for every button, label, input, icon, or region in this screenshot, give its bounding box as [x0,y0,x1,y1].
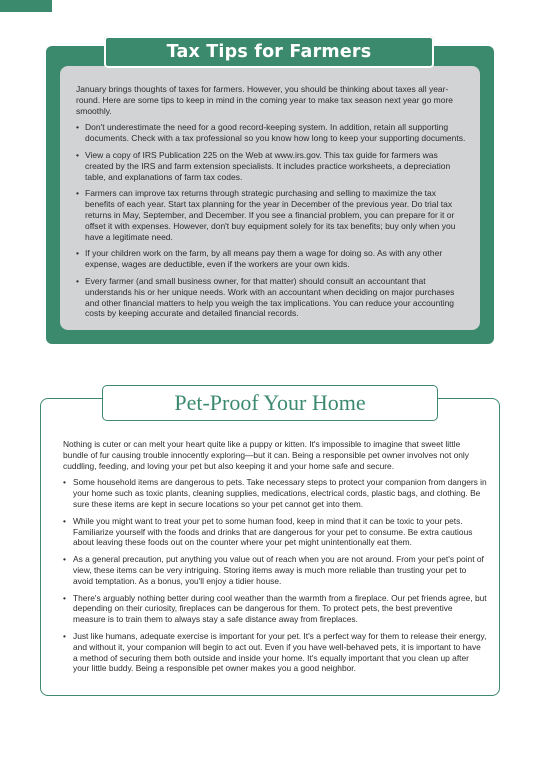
pet-tip-item: • Just like humans, adequate exercise is important for your pet. It's a perfect way for them to release their energy, and without it, your companion will begin to act out. Even if you have well-behaved pets, it is important to have a method of securing them both outside and inside your home. It's equally important that you clean up after your little buddy. Being a responsible pet owner makes you a good neighbor. [63,631,487,674]
pet-tip-item: • While you might want to treat your pet to some human food, keep in mind that it can be toxic to your pets. Familiarize yourself with the foods and drinks that are dangerous for your pet to consume. Be extra cautious about leaving these foods out on the counter where your pet might unintentionally eat them. [63,516,487,548]
tax-tip-item: • If your children work on the farm, by all means pay them a wage for doing so. As with any other expense, wages are deductible, even if the workers are your own kids. [76,248,468,270]
tax-tip-item: • Every farmer (and small business owner, for that matter) should consult an accountant that understands his or her unique needs. Work with an accountant when deciding on major purchases and other financial matters to help you weigh the tax implications. You can reduce your accounting costs by keeping accurate and detailed financial records. [76,276,468,319]
tax-tip-item: • Don't underestimate the need for a good record-keeping system. In addition, retain all supporting documents. Check with a tax professional so you know how long to keep your supporting documents. [76,122,468,144]
pet-proof-intro: Nothing is cuter or can melt your heart quite like a puppy or kitten. It's impossible to imagine that sweet little bundle of fur causing trouble innocently exploring—but it can. Being a responsible pet owner involves not only cuddling, feeding, and loving your pet but also keeping it and your home safe and secure. [63,439,469,471]
pet-proof-list [63,477,487,674]
pet-tip-item: • Some household items are dangerous to pets. Take necessary steps to protect your companion from dangers in your home such as toxic plants, cleaning supplies, medications, electrical cords, plastic bags, and clothing. Be sure these items are kept in secure locations so your pet cannot get into them. [63,477,487,509]
tax-tip-item: • View a copy of IRS Publication 225 on the Web at www.irs.gov. This tax guide for farmers was created by the IRS and farm extension specialists. It includes practice worksheets, a depreciation table, and explanations of farm tax codes. [76,150,468,182]
corner-tab [0,0,52,12]
tax-tips-title: Tax Tips for Farmers [104,36,434,68]
tax-tips-intro: January brings thoughts of taxes for farmers. However, you should be thinking about taxes all year-round. Here are some tips to keep in mind in the coming year to make tax season next year go more smoothly. [76,84,454,116]
tax-tips-panel [60,66,480,330]
tax-tips-section [46,46,494,344]
pet-tip-item: • There's arguably nothing better during cool weather than the warmth from a fireplace. Our pet friends agree, but depending on their curiosity, fireplaces can be dangerous for them. To protect pets, the best preventive measure is to train them to always stay a safe distance away from fireplaces. [63,593,487,625]
pet-proof-section [40,398,500,696]
tax-tips-list [76,122,468,319]
pet-proof-title: Pet-Proof Your Home [102,385,438,421]
pet-tip-item: • As a general precaution, put anything you value out of reach when you are not around. From your pet's point of view, these items can be very intriguing. Storing items away is much more reliable than trusting your pet to avoid temptation. As a bonus, you'll enjoy a tidier house. [63,554,487,586]
tax-tip-item: • Farmers can improve tax returns through strategic purchasing and selling to maximize the tax benefits of each year. Start tax planning for the year in December of the previous year. Do trial tax returns in May, September, and December. If you see a financial problem, you can prepare for it or offset it with expenses. However, don't buy equipment solely for its tax benefits; buy only when you have a legitimate need. [76,188,468,242]
